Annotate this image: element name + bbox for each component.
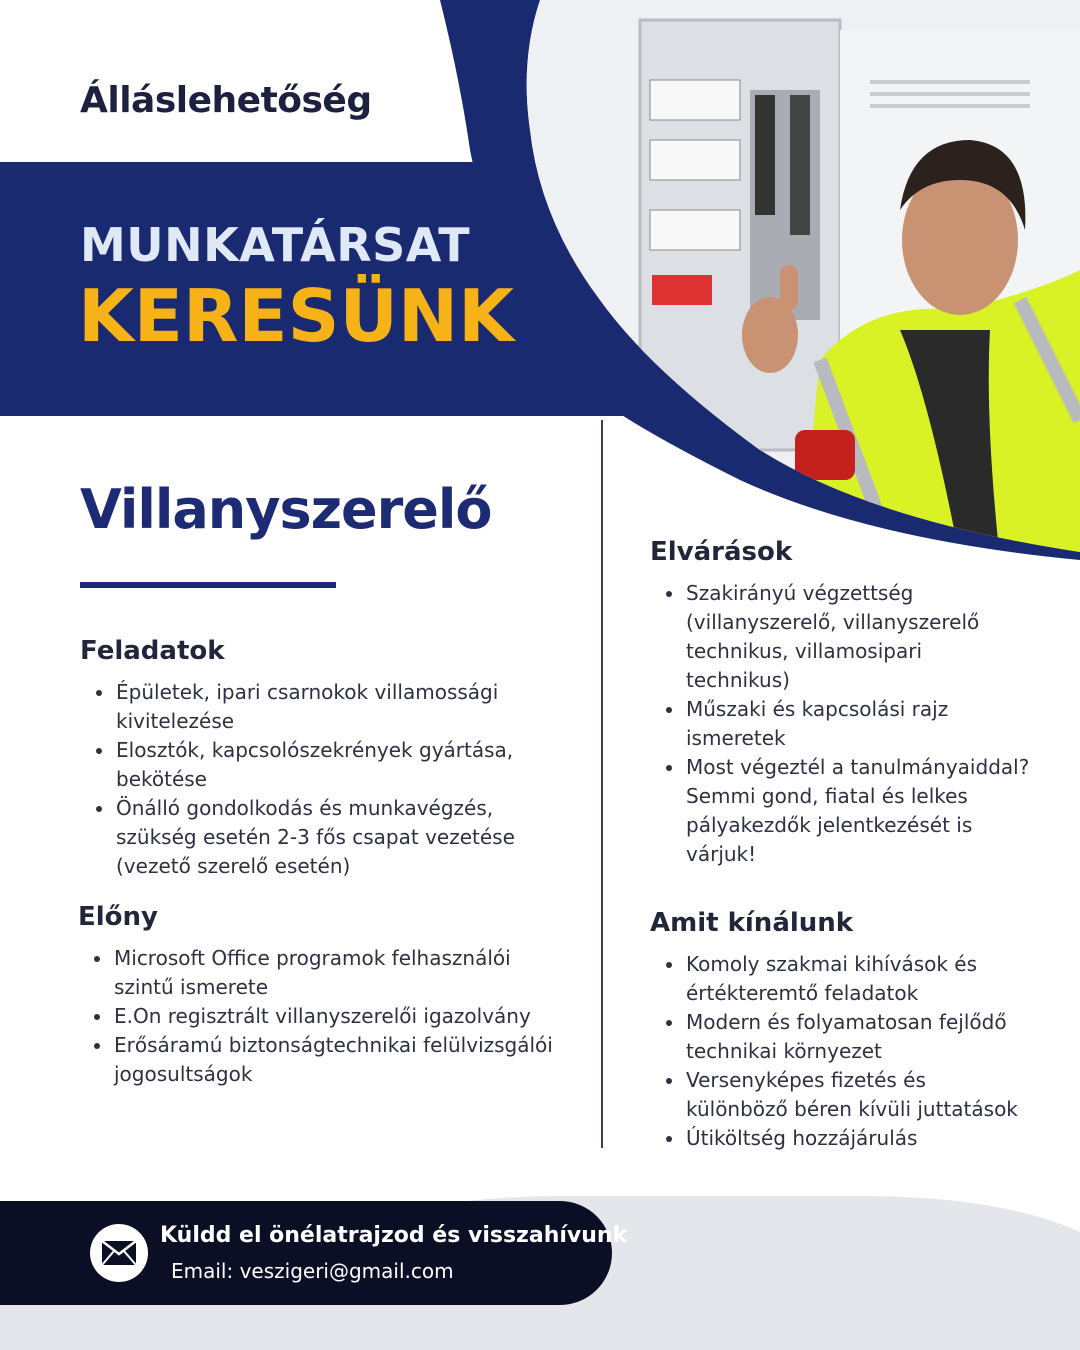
- list-item: Versenyképes fizetés és különböző béren kívüli juttatások: [650, 1066, 1030, 1124]
- contact-heading: Küldd el önélatrajzod és visszahívunk: [160, 1223, 628, 1248]
- section-heading: Előny: [78, 902, 158, 932]
- section-elvarasok: [650, 537, 1030, 869]
- bullet-list: [80, 678, 560, 881]
- section-heading: Elvárások: [650, 537, 793, 567]
- bullet-list: [650, 950, 1030, 1153]
- contact-email[interactable]: Email: veszigeri@gmail.com: [171, 1259, 454, 1283]
- headline-line-2: KERESÜNK: [78, 274, 514, 358]
- list-item: Műszaki és kapcsolási rajz ismeretek: [650, 695, 1030, 753]
- title-underline: [80, 582, 336, 588]
- section-amit-kinalunk: [650, 908, 1030, 1153]
- contact-banner: [0, 1201, 628, 1305]
- list-item: Microsoft Office programok felhasználói szintű ismerete: [78, 944, 558, 1002]
- section-heading: Feladatok: [80, 636, 225, 666]
- list-item: Modern és folyamatosan fejlődő technikai környezet: [650, 1008, 1030, 1066]
- list-item: Önálló gondolkodás és munkavégzés, szükség esetén 2-3 fős csapat vezetése (vezető szerelő esetén): [80, 794, 560, 881]
- envelope-icon: [90, 1224, 148, 1282]
- job-title: Villanyszerelő: [80, 478, 492, 541]
- list-item: E.On regisztrált villanyszerelői igazolvány: [78, 1002, 558, 1031]
- headline-line-1: MUNKATÁRSAT: [80, 218, 471, 272]
- list-item: Útiköltség hozzájárulás: [650, 1124, 1030, 1153]
- section-feladatok: [80, 636, 560, 881]
- eyebrow-title: Álláslehetőség: [80, 80, 372, 121]
- bullet-list: [650, 579, 1030, 869]
- list-item: Erősáramú biztonságtechnikai felülvizsgálói jogosultságok: [78, 1031, 558, 1089]
- section-elony: [78, 902, 558, 1089]
- list-item: Most végeztél a tanulmányaiddal? Semmi gond, fiatal és lelkes pályakezdők jelentkezését is várjuk!: [650, 753, 1030, 869]
- list-item: Komoly szakmai kihívások és értékteremtő feladatok: [650, 950, 1030, 1008]
- list-item: Szakirányú végzettség (villanyszerelő, villanyszerelő technikus, villamosipari technikus): [650, 579, 1030, 695]
- column-divider: [601, 420, 603, 1148]
- bullet-list: [78, 944, 558, 1089]
- list-item: Elosztók, kapcsolószekrények gyártása, bekötése: [80, 736, 560, 794]
- section-heading: Amit kínálunk: [650, 908, 854, 938]
- list-item: Épületek, ipari csarnokok villamossági kivitelezése: [80, 678, 560, 736]
